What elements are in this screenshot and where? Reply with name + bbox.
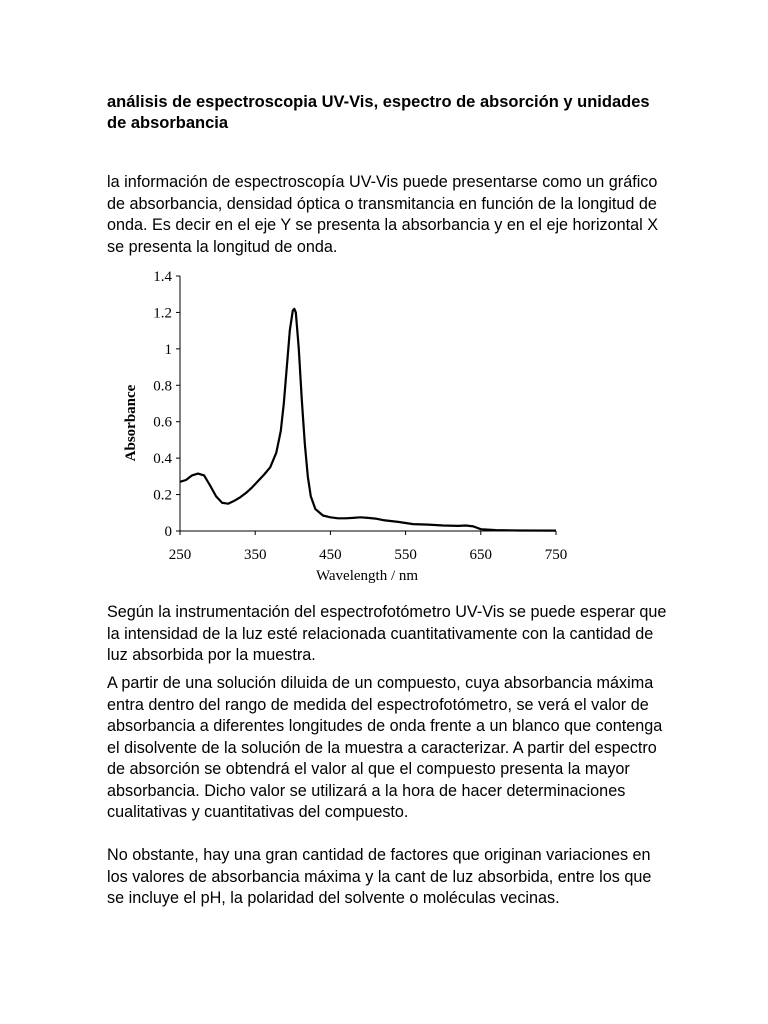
- document-title: análisis de espectroscopia UV-Vis, espectro de absorción y unidades de absorbancia: [107, 93, 650, 132]
- y-tick-label: 0.2: [153, 487, 172, 504]
- y-axis-label: Absorbance: [123, 384, 139, 462]
- y-tick-label: 1.2: [153, 305, 172, 322]
- absorbance-spectrum-chart: [110, 262, 580, 590]
- y-tick-label: 1.4: [153, 269, 172, 285]
- y-tick-label: 0.4: [153, 451, 172, 468]
- paragraph-instrumentation: Según la instrumentación del espectrofotómetro UV-Vis se puede esperar que la intensidad de la luz esté relacionada cuantitativamente con la cantidad de luz absorbida por la muestra.: [107, 603, 667, 664]
- x-tick-label: 250: [168, 547, 192, 563]
- paragraph-factors: No obstante, hay una gran cantidad de factores que originan variaciones en los valores de absorbancia máxima y la cant de luz absorbida, entre los que se incluye el pH, la polaridad del solvente o moléculas vecinas.: [107, 846, 652, 907]
- y-axis-ticks: [153, 269, 180, 540]
- paragraph-procedure: A partir de una solución diluida de un compuesto, cuya absorbancia máxima entra dentro del rango de medida del espectrofotómetro, se verá el valor de absorbancia a diferentes longitudes de onda frente a un blanco que contenga el disolvente de la solución de la muestra a caracterizar. A partir del espectro de absorción se obtendrá el valor al que el compuesto presenta la mayor absorbancia. Dicho valor se utilizará a la hora de hacer determinaciones cualitativas y cuantitativas del compuesto.: [107, 674, 663, 821]
- x-axis-ticks: [169, 531, 568, 563]
- y-tick-label: 0.8: [153, 378, 172, 395]
- x-tick-label: 450: [319, 547, 342, 563]
- x-tick-label: 650: [469, 547, 493, 563]
- absorbance-line: [180, 309, 556, 531]
- intro-paragraph: la información de espectroscopía UV-Vis puede presentarse como un gráfico de absorbancia, densidad óptica o transmitancia en función de la longitud de onda. Es decir en el eje Y se presenta la absorbancia y en el eje horizontal X se presenta la longitud de onda.: [107, 173, 659, 256]
- spectrum-series: [180, 309, 556, 531]
- y-tick-label: 0: [164, 524, 172, 540]
- x-axis-label: Wavelength / nm: [315, 568, 419, 584]
- y-tick-label: 1: [164, 341, 172, 358]
- y-tick-label: 0.6: [153, 414, 172, 431]
- chart-axes: [180, 276, 556, 531]
- x-tick-label: 350: [243, 547, 267, 563]
- x-tick-label: 550: [394, 547, 417, 563]
- x-tick-label: 750: [544, 547, 568, 563]
